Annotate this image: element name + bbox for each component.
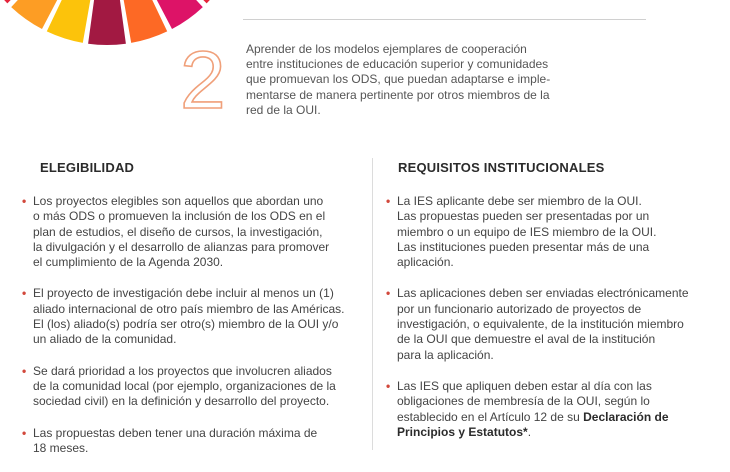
list-item-text: Los proyectos elegibles son aquellos que abordan uno o más ODS o promueven la inclusión de los ODS en el plan de estudios, el diseño de cursos, la investigación, la divulgación y el desarrollo de alianzas para promover el cumplimiento de la Agenda 2030. bbox=[33, 194, 330, 270]
bullet-icon: • bbox=[386, 286, 391, 301]
bullet-icon: • bbox=[22, 194, 27, 208]
bullet-icon: • bbox=[386, 194, 391, 208]
list-item-text: Las aplicaciones deben ser enviadas electrónicamente por un funcionario autorizado de proyectos de investigación, o equivalente, de la institución miembro de la OUI que demuestre el aval de la institución para la aplicación. bbox=[397, 286, 689, 362]
objective-number: 2 bbox=[180, 35, 226, 126]
bullet-icon: • bbox=[22, 425, 27, 440]
institutional-requirements-heading: REQUISITOS INSTITUCIONALES bbox=[398, 160, 605, 175]
membership-text-end: . bbox=[527, 424, 532, 439]
list-item bbox=[386, 194, 716, 270]
eligibility-heading: ELEGIBILIDAD bbox=[40, 160, 135, 175]
list-item bbox=[22, 364, 362, 410]
list-item bbox=[22, 286, 362, 347]
top-divider bbox=[243, 19, 646, 20]
eligibility-list bbox=[22, 194, 362, 472]
list-item-text: Las propuestas deben tener una duración máxima de 18 meses. bbox=[33, 425, 318, 455]
list-item bbox=[22, 194, 362, 270]
list-item-text: La IES aplicante debe ser miembro de la OUI. Las propuestas pueden ser presentadas por un miembro o un equipo de IES miembro de la OUI. Las instituciones pueden presentar más de una aplicación. bbox=[397, 194, 657, 270]
column-divider bbox=[372, 158, 373, 450]
list-item bbox=[386, 379, 716, 440]
statutes-reference: Declaración de Principios y Estatutos* bbox=[397, 409, 669, 439]
requirements-list bbox=[386, 194, 716, 456]
objective-text bbox=[246, 42, 591, 118]
list-item-text: El proyecto de investigación debe incluir al menos un (1) aliado internacional de otro país miembro de las Américas. El (los) aliado(s) podría ser otro(s) miembro de la OUI y/o un aliado de la comunidad. bbox=[33, 286, 345, 347]
list-item bbox=[22, 426, 362, 457]
bullet-icon: • bbox=[22, 363, 27, 378]
list-item bbox=[386, 286, 716, 362]
sdg-wheel-segment bbox=[88, 0, 126, 45]
list-item-text: Se dará prioridad a los proyectos que involucren aliados de la comunidad local (por ejemplo, organizaciones de la sociedad civil) en la definición y desarrollo del proyecto. bbox=[33, 363, 336, 409]
list-item-text bbox=[397, 379, 669, 439]
bullet-icon: • bbox=[386, 378, 391, 393]
membership-text: Las IES que apliquen deben estar al día con las obligaciones de membresía de la OUI, según lo establecido en el Artículo 12 de su bbox=[397, 378, 652, 424]
bullet-icon: • bbox=[22, 286, 27, 301]
objective-text-content: Aprender de los modelos ejemplares de cooperación entre instituciones de educación superior y comunidades que promuevan los ODS, que puedan adaptarse e imple- mentarse de manera pertinente por otros miembros de la red de la OUI. bbox=[246, 42, 551, 117]
